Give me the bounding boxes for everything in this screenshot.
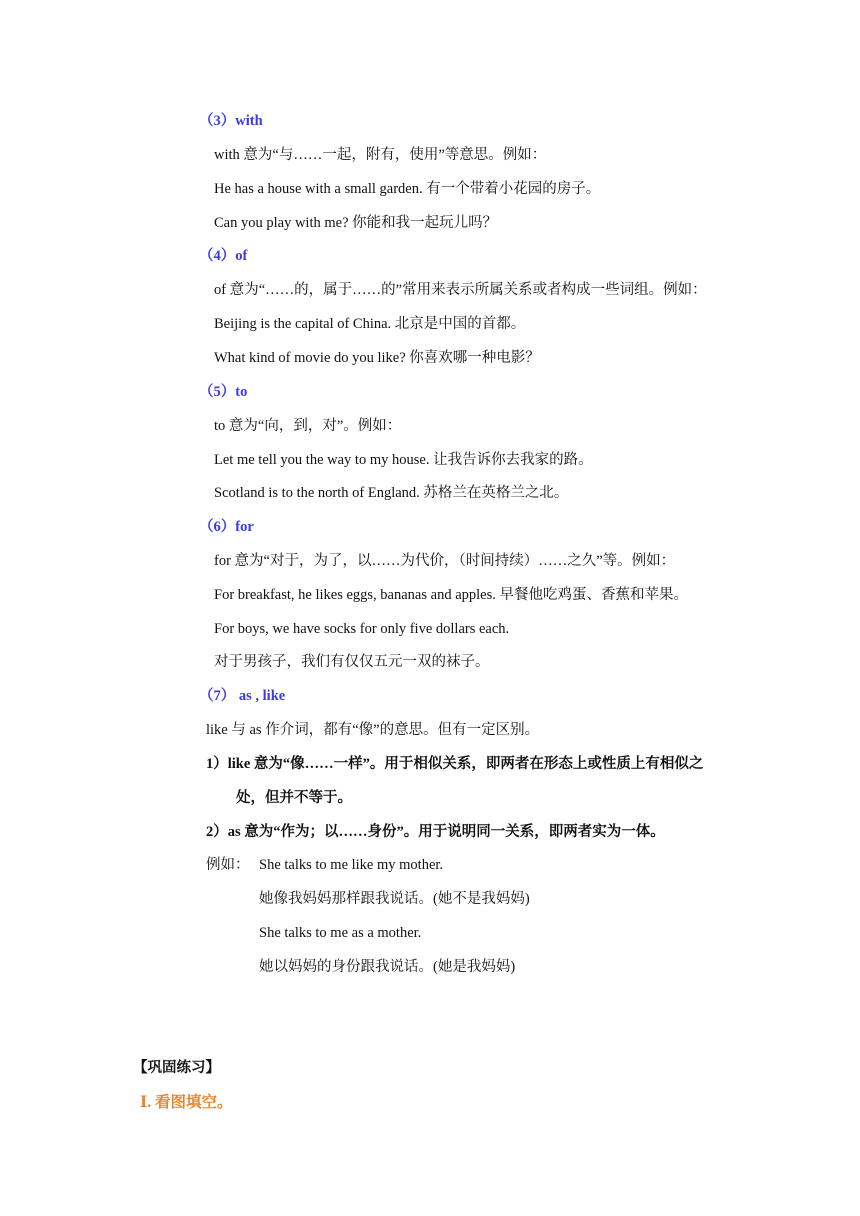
of-example-1: Beijing is the capital of China. 北京是中国的首都。 xyxy=(214,316,526,332)
section-heading-of: （4）of xyxy=(199,248,248,264)
with-example-1: He has a house with a small garden. 有一个带着小花园的房子。 xyxy=(214,181,601,197)
to-example-1: Let me tell you the way to my house. 让我告诉你去我家的路。 xyxy=(214,452,593,468)
example-label: 例如： xyxy=(206,857,250,873)
for-example-2: For boys, we have socks for only five dollars each. xyxy=(214,621,510,637)
as-rule: 2）as 意为“作为；以……身份”。用于说明同一关系，即两者实为一体。 xyxy=(206,824,665,840)
with-example-2: Can you play with me? 你能和我一起玩儿吗？ xyxy=(214,215,498,231)
section-heading-with: （3）with xyxy=(199,113,263,129)
like-rule-line-2: 处，但并不等于。 xyxy=(236,790,352,806)
for-example-1: For breakfast, he likes eggs, bananas and apples. 早餐他吃鸡蛋、香蕉和苹果。 xyxy=(214,587,688,603)
as-example-translation: 她以妈妈的身份跟我说话。(她是我妈妈) xyxy=(259,959,516,975)
with-description: with 意为“与……一起，附有，使用”等意思。例如： xyxy=(214,147,547,163)
of-description: of 意为“……的，属于……的”常用来表示所属关系或者构成一些词组。例如： xyxy=(214,282,707,298)
of-example-2: What kind of movie do you like? 你喜欢哪一种电影？ xyxy=(214,350,540,366)
section-heading-to: （5）to xyxy=(199,384,248,400)
like-example-translation: 她像我妈妈那样跟我说话。(她不是我妈妈) xyxy=(259,891,530,907)
to-description: to 意为“向，到，对”。例如： xyxy=(214,418,402,434)
like-rule-line-1: 1）like 意为“像……一样”。用于相似关系，即两者在形态上或性质上有相似之 xyxy=(206,756,704,772)
practice-title: 【巩固练习】 xyxy=(133,1060,220,1076)
to-example-2: Scotland is to the north of England. 苏格兰在英格兰之北。 xyxy=(214,485,569,501)
as-like-description: like 与 as 作介词，都有“像”的意思。但有一定区别。 xyxy=(206,722,540,738)
section-heading-for: （6）for xyxy=(199,519,254,535)
as-example: She talks to me as a mother. xyxy=(259,925,422,941)
section-heading-as-like: （7） as , like xyxy=(199,688,286,704)
practice-part-1-title: Ⅰ. 看图填空。 xyxy=(140,1094,233,1111)
for-description: for 意为“对于，为了，以……为代价，（时间持续）……之久”等。例如： xyxy=(214,553,676,569)
like-example: She talks to me like my mother. xyxy=(259,857,444,873)
for-example-2-translation: 对于男孩子，我们有仅仅五元一双的袜子。 xyxy=(214,654,490,670)
